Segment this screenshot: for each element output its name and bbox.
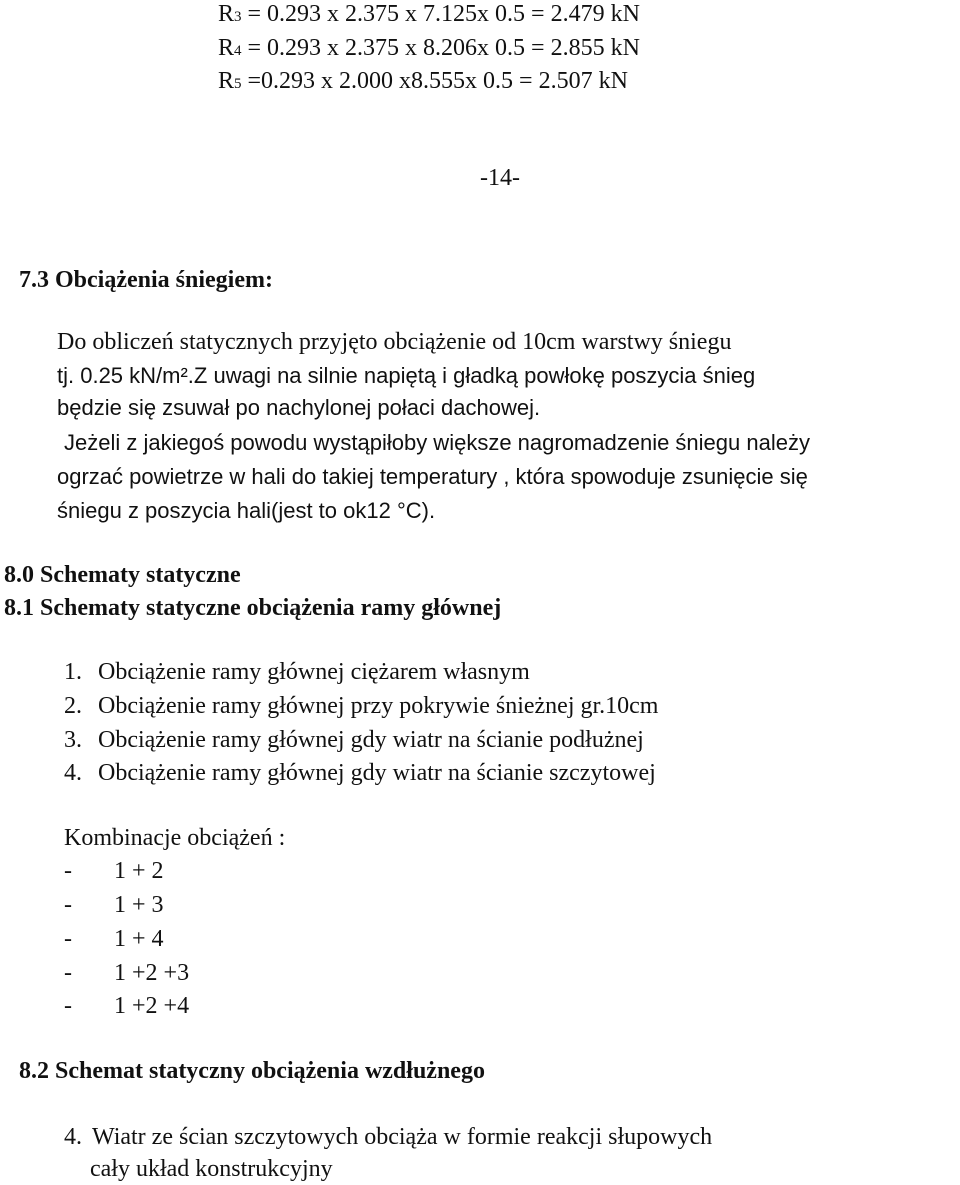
section-8-1-heading: 8.1 Schematy statyczne obciążenia ramy głównej <box>4 595 502 621</box>
reaction-r3-sub: 3 <box>234 9 242 25</box>
reaction-r3 <box>218 0 640 31</box>
section-8-2-item-continuation: cały układ konstrukcyjny <box>90 1156 333 1182</box>
list-item <box>64 726 644 754</box>
combination-text: 1 + 2 <box>114 858 164 884</box>
reaction-r4 <box>218 34 640 65</box>
combination-dash: - <box>64 993 72 1019</box>
list-item <box>64 658 530 686</box>
combination-dash: - <box>64 960 72 986</box>
combination-item <box>64 857 164 885</box>
combination-item <box>64 891 164 919</box>
list-item-text: Obciążenie ramy głównej przy pokrywie śnieżnej gr.10cm <box>98 693 659 719</box>
section-8-2-item-text: Wiatr ze ścian szczytowych obciąża w formie reakcji słupowych <box>92 1124 713 1150</box>
list-item-number: 4. <box>64 760 82 786</box>
section-8-2-item <box>64 1123 712 1151</box>
list-item <box>64 692 658 720</box>
reaction-r3-label: R <box>218 1 235 27</box>
reaction-r4-label: R <box>218 35 235 61</box>
combination-item <box>64 959 189 987</box>
snow-line-3: będzie się zsuwał po nachylonej połaci dachowej. <box>57 395 541 420</box>
list-item-text: Obciążenie ramy głównej gdy wiatr na ścianie podłużnej <box>98 727 644 753</box>
reaction-r5-label: R <box>218 68 235 94</box>
snow-line-2: tj. 0.25 kN/m².Z uwagi na silnie napiętą i gładką powłokę poszycia śnieg <box>57 363 756 388</box>
reaction-r5-text: =0.293 x 2.000 x8.555x 0.5 = 2.507 kN <box>241 68 628 94</box>
list-item-number: 2. <box>64 693 82 719</box>
reaction-r5-sub: 5 <box>234 76 242 92</box>
combination-text: 1 + 3 <box>114 892 164 918</box>
section-8-heading: 8.0 Schematy statyczne <box>4 562 241 588</box>
section-8-2-item-number: 4. <box>64 1124 82 1150</box>
combination-dash: - <box>64 858 72 884</box>
snow-line-4: Jeżeli z jakiegoś powodu wystąpiłoby większe nagromadzenie śniegu należy <box>64 430 810 455</box>
snow-line-6: śniegu z poszycia hali(jest to ok12 °C). <box>57 498 436 523</box>
page-number: -14- <box>480 165 520 191</box>
reaction-r5 <box>218 67 628 98</box>
combination-text: 1 +2 +4 <box>114 993 190 1019</box>
reaction-r4-text: = 0.293 x 2.375 x 8.206x 0.5 = 2.855 kN <box>241 35 640 61</box>
combination-dash: - <box>64 892 72 918</box>
combination-text: 1 +2 +3 <box>114 960 190 986</box>
snow-heading: 7.3 Obciążenia śniegiem: <box>19 267 273 293</box>
reaction-r4-sub: 4 <box>234 43 242 59</box>
snow-line-1: Do obliczeń statycznych przyjęto obciążenie od 10cm warstwy śniegu <box>57 329 732 355</box>
snow-line-5: ogrzać powietrze w hali do takiej temperatury , która spowoduje zsunięcie się <box>57 464 808 489</box>
combination-text: 1 + 4 <box>114 926 164 952</box>
combination-item <box>64 925 164 953</box>
list-item-text: Obciążenie ramy głównej gdy wiatr na ścianie szczytowej <box>98 760 656 786</box>
combinations-label: Kombinacje obciążeń : <box>64 825 286 851</box>
list-item-text: Obciążenie ramy głównej ciężarem własnym <box>98 659 530 685</box>
combination-item <box>64 992 189 1020</box>
list-item <box>64 759 656 787</box>
list-item-number: 1. <box>64 659 82 685</box>
reaction-r3-text: = 0.293 x 2.375 x 7.125x 0.5 = 2.479 kN <box>241 1 640 27</box>
list-item-number: 3. <box>64 727 82 753</box>
combination-dash: - <box>64 926 72 952</box>
section-8-2-heading: 8.2 Schemat statyczny obciążenia wzdłużnego <box>19 1058 485 1084</box>
